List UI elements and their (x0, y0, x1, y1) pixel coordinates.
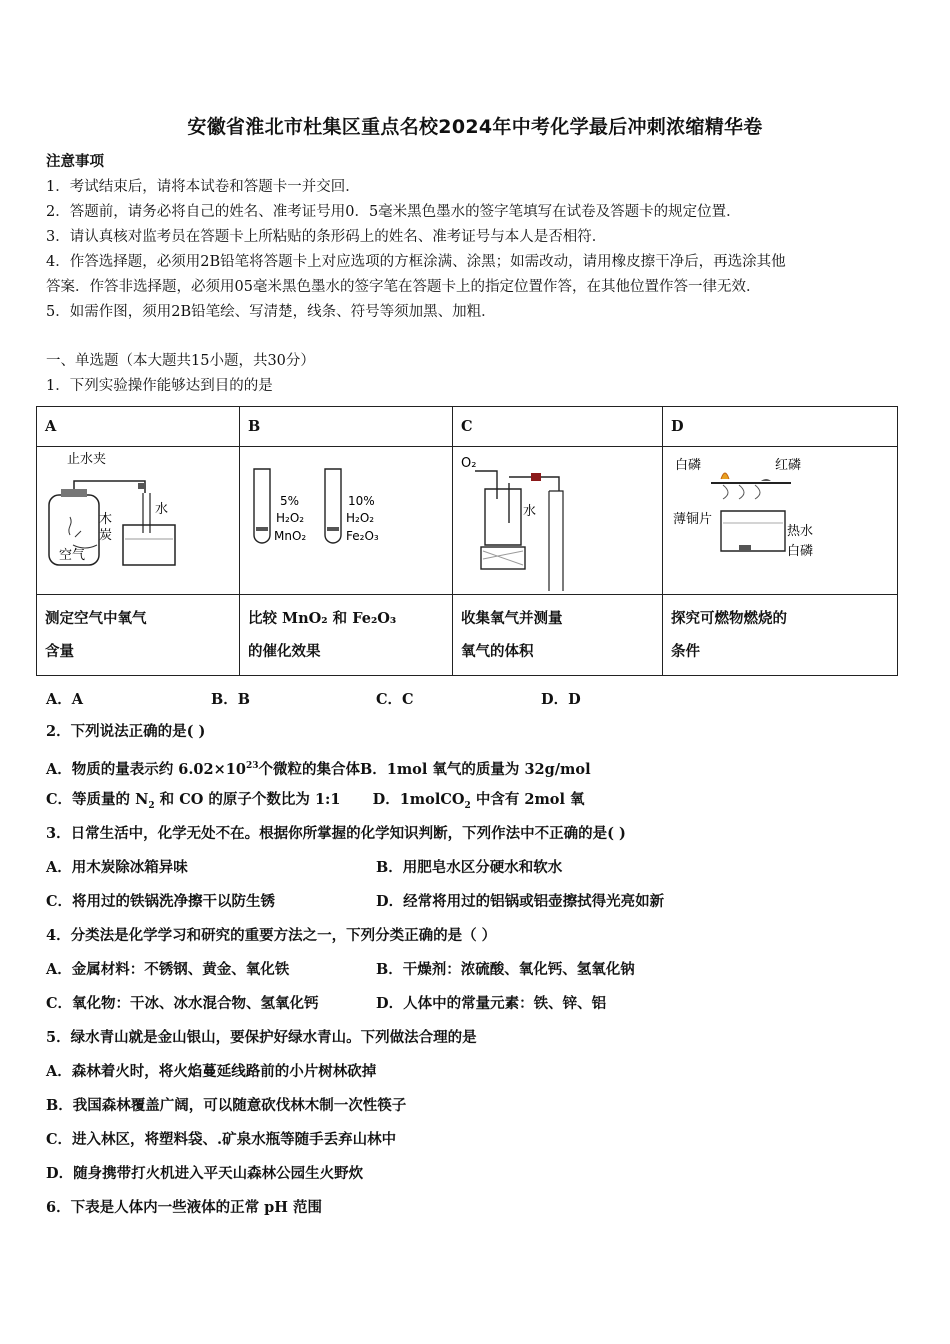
fig-d-label-red-p: 红磷 (775, 458, 802, 473)
figure-c-cell (453, 447, 663, 595)
fig-d-label-hot-water: 热水 (787, 524, 814, 539)
note-item: 5．如需作图，须用2B铅笔绘、写清楚，线条、符号等须加黑、加粗． (46, 304, 496, 320)
q1-option-b: B．B (211, 691, 251, 708)
fig-a-label-air: 空气 (59, 548, 86, 563)
notes-heading: 注意事项 (46, 153, 104, 170)
question-2-stem: 2．下列说法正确的是( ) (46, 723, 206, 740)
q1-option-c: C．C (376, 691, 414, 708)
note-item: 1．考试结束后，请将本试卷和答题卡一并交回． (46, 179, 360, 195)
combustion-conditions-figure (663, 447, 897, 594)
figure-d-cell (663, 447, 898, 595)
q4-option-b: B．干燥剂：浓硫酸、氧化钙、氢氧化钠 (376, 961, 635, 978)
q5-option-a: A．森林着火时，将火焰蔓延线路前的小片树林砍掉 (46, 1063, 377, 1080)
fig-b-label-5pct: 5% (280, 494, 300, 508)
fig-a-label-clamp: 止水夹 (67, 452, 107, 467)
question-6-stem: 6．下表是人体内一些液体的正常 pH 范围 (46, 1199, 323, 1216)
oxygen-collection-figure (453, 447, 662, 594)
page-title: 安徽省淮北市杜集区重点名校2024年中考化学最后冲刺浓缩精华卷 (187, 116, 763, 138)
fig-a-label-charcoal-2: 炭 (99, 528, 113, 543)
fig-d-label-white-p-top: 白磷 (675, 458, 702, 473)
q5-option-d: D．随身携带打火机进入平天山森林公园生火野炊 (46, 1165, 364, 1182)
table-header-b: B (240, 407, 453, 447)
note-item: 4．作答选择题，必须用2B铅笔将答题卡上对应选项的方框涂满、涂黑；如需改动，请用橡皮擦干净后，再选涂其他 (46, 254, 786, 270)
q3-option-b: B．用肥皂水区分硬水和软水 (376, 859, 563, 876)
question-5-stem: 5．绿水青山就是金山银山，要保护好绿水青山。下列做法合理的是 (46, 1029, 477, 1046)
note-item: 答案．作答非选择题，必须用05毫米黑色墨水的签字笔在答题卡上的指定位置作答，在其他位置作答一律无效． (46, 279, 761, 295)
caption-b: 比较 MnO₂ 和 Fe₂O₃ 的催化效果 (240, 595, 453, 676)
table-header-d: D (663, 407, 898, 447)
caption-c: 收集氧气并测量 氧气的体积 (453, 595, 663, 676)
q2-options-row-2: C．等质量的 $N_2$ 和 CO 的原子个数比为 1:1 D．1molCO$_2$ 中含有 2mol 氧 (46, 791, 585, 811)
question-4-stem: 4．分类法是化学学习和研究的重要方法之一，下列分类正确的是（ ） (46, 927, 497, 944)
fig-c-label-water: 水 (523, 504, 537, 519)
fig-d-label-white-p-bottom: 白磷 (787, 544, 814, 559)
oxygen-measurement-apparatus-figure (37, 447, 239, 594)
fig-b-label-h2o2-1: H₂O₂ (276, 511, 305, 525)
fig-b-label-fe2o3: Fe₂O₃ (346, 529, 379, 543)
fig-d-label-copper: 薄铜片 (673, 512, 713, 527)
q4-option-a: A．金属材料：不锈钢、黄金、氧化铁 (46, 961, 290, 978)
q4-option-d: D．人体中的常量元素：铁、锌、铝 (376, 995, 607, 1012)
fig-c-label-o2: O₂ (461, 456, 477, 471)
q1-option-d: D．D (541, 691, 581, 708)
fig-b-label-h2o2-2: H₂O₂ (346, 511, 375, 525)
caption-a: 测定空气中氧气 含量 (37, 595, 240, 676)
q2-options-row-1: A．物质的量表示约 $6.02\times 10^{23}$个微粒的集合体B．1mol 氧气的质量为 32g/mol (46, 760, 591, 778)
question-3-stem: 3．日常生活中，化学无处不在。根据你所掌握的化学知识判断，下列作法中不正确的是( ) (46, 825, 626, 842)
figure-a-cell (37, 447, 240, 595)
question-1-stem: 1．下列实验操作能够达到目的的是 (46, 378, 273, 394)
q3-option-d: D．经常将用过的铝锅或铝壶擦拭得光亮如新 (376, 893, 665, 910)
fig-a-label-water: 水 (155, 502, 169, 517)
q5-option-b: B．我国森林覆盖广阔，可以随意砍伐林木制一次性筷子 (46, 1097, 407, 1114)
note-item: 2．答题前，请务必将自己的姓名、准考证号用0．5毫米黑色墨水的签字笔填写在试卷及答题卡的规定位置． (46, 204, 741, 220)
question-1-table (36, 406, 898, 676)
section-heading: 一、单选题（本大题共15小题，共30分） (46, 353, 315, 369)
figure-b-cell (240, 447, 453, 595)
q4-option-c: C．氧化物：干冰、冰水混合物、氢氧化钙 (46, 995, 319, 1012)
q5-option-c: C．进入林区，将塑料袋、.矿泉水瓶等随手丢弃山林中 (46, 1131, 397, 1148)
fig-b-label-10pct: 10% (348, 494, 375, 508)
caption-d: 探究可燃物燃烧的 条件 (663, 595, 898, 676)
q1-option-a: A．A (46, 691, 84, 708)
table-header-a: A (37, 407, 240, 447)
q3-option-c: C．将用过的铁锅洗净擦干以防生锈 (46, 893, 276, 910)
fig-b-label-mno2: MnO₂ (274, 529, 307, 543)
q3-option-a: A．用木炭除冰箱异味 (46, 859, 188, 876)
table-header-c: C (453, 407, 663, 447)
catalyst-comparison-figure (240, 447, 452, 594)
note-item: 3．请认真核对监考员在答题卡上所粘贴的条形码上的姓名、准考证号与本人是否相符． (46, 229, 607, 245)
fig-a-label-charcoal-1: 木 (99, 512, 113, 527)
